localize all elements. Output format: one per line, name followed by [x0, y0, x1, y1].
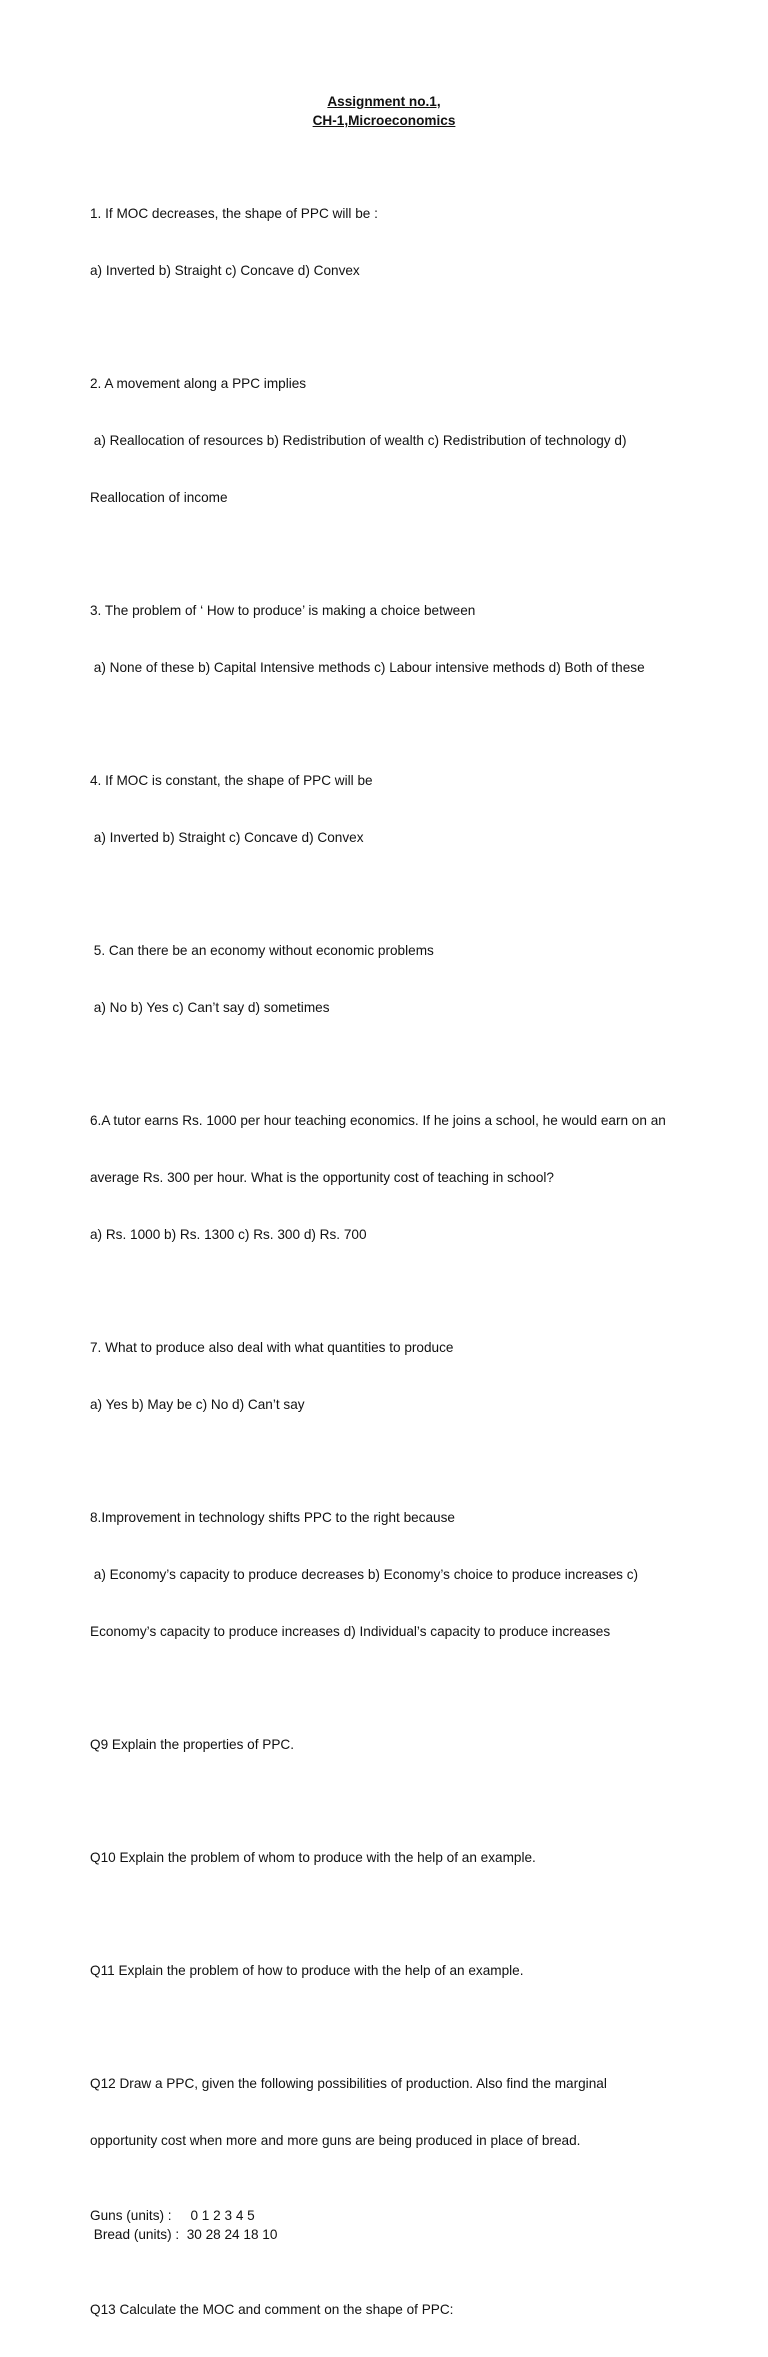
answer-options-continued: Reallocation of income [90, 490, 228, 505]
question-text: Q12 Draw a PPC, given the following possibilities of production. Also find the marginal [90, 2076, 607, 2091]
answer-options: a) Inverted b) Straight c) Concave d) Convex [90, 830, 364, 845]
question-text-continued: opportunity cost when more and more guns are being produced in place of bread. [90, 2133, 581, 2148]
answer-options: a) Economy’s capacity to produce decreases b) Economy’s choice to produce increases c) [90, 1567, 639, 1582]
answer-options: a) No b) Yes c) Can’t say d) sometimes [90, 1000, 330, 1015]
question-text: 3. The problem of ‘ How to produce’ is making a choice between [90, 603, 476, 618]
question-text: 6.A tutor earns Rs. 1000 per hour teaching economics. If he joins a school, he would earn on an [90, 1113, 666, 1128]
question-3 [90, 563, 698, 715]
question-4 [90, 733, 698, 885]
document-title [184, 92, 584, 130]
question-8 [90, 1470, 698, 1679]
question-text: 7. What to produce also deal with what quantities to produce [90, 1340, 454, 1355]
question-6 [90, 1073, 698, 1282]
bread-row: Bread (units) : 30 28 24 18 10 [90, 2227, 278, 2242]
question-13 [90, 2262, 698, 2357]
question-9 [90, 1697, 698, 1792]
answer-options-continued: Economy’s capacity to produce increases d) Individual’s capacity to produce increases [90, 1624, 611, 1639]
question-1 [90, 166, 698, 318]
question-text: 1. If MOC decreases, the shape of PPC will be : [90, 206, 378, 221]
question-7 [90, 1300, 698, 1452]
question-2 [90, 336, 698, 545]
question-text: Q9 Explain the properties of PPC. [90, 1737, 295, 1752]
question-text: 5. Can there be an economy without economic problems [90, 943, 434, 958]
question-text: 2. A movement along a PPC implies [90, 376, 307, 391]
question-11 [90, 1923, 698, 2018]
answer-options: a) Yes b) May be c) No d) Can’t say [90, 1397, 305, 1412]
answer-options: a) Reallocation of resources b) Redistribution of wealth c) Redistribution of technology d) [90, 433, 627, 448]
question-text: Q13 Calculate the MOC and comment on the shape of PPC: [90, 2302, 454, 2317]
question-10 [90, 1810, 698, 1905]
question-5 [90, 903, 698, 1055]
title-line-1: Assignment no.1, [327, 94, 441, 109]
guns-row: Guns (units) : 0 1 2 3 4 5 [90, 2208, 255, 2223]
answer-options: a) Inverted b) Straight c) Concave d) Convex [90, 263, 360, 278]
question-text: 8.Improvement in technology shifts PPC to the right because [90, 1510, 455, 1525]
question-text: Q11 Explain the problem of how to produce with the help of an example. [90, 1963, 524, 1978]
question-12 [90, 2036, 698, 2188]
title-line-2: CH-1,Microeconomics [312, 113, 456, 128]
answer-options: a) Rs. 1000 b) Rs. 1300 c) Rs. 300 d) Rs. 700 [90, 1227, 367, 1242]
question-text: 4. If MOC is constant, the shape of PPC will be [90, 773, 373, 788]
answer-options: a) None of these b) Capital Intensive methods c) Labour intensive methods d) Both of these [90, 660, 645, 675]
production-possibilities-table [90, 2206, 698, 2244]
question-text: Q10 Explain the problem of whom to produce with the help of an example. [90, 1850, 536, 1865]
question-text-continued: average Rs. 300 per hour. What is the opportunity cost of teaching in school? [90, 1170, 554, 1185]
